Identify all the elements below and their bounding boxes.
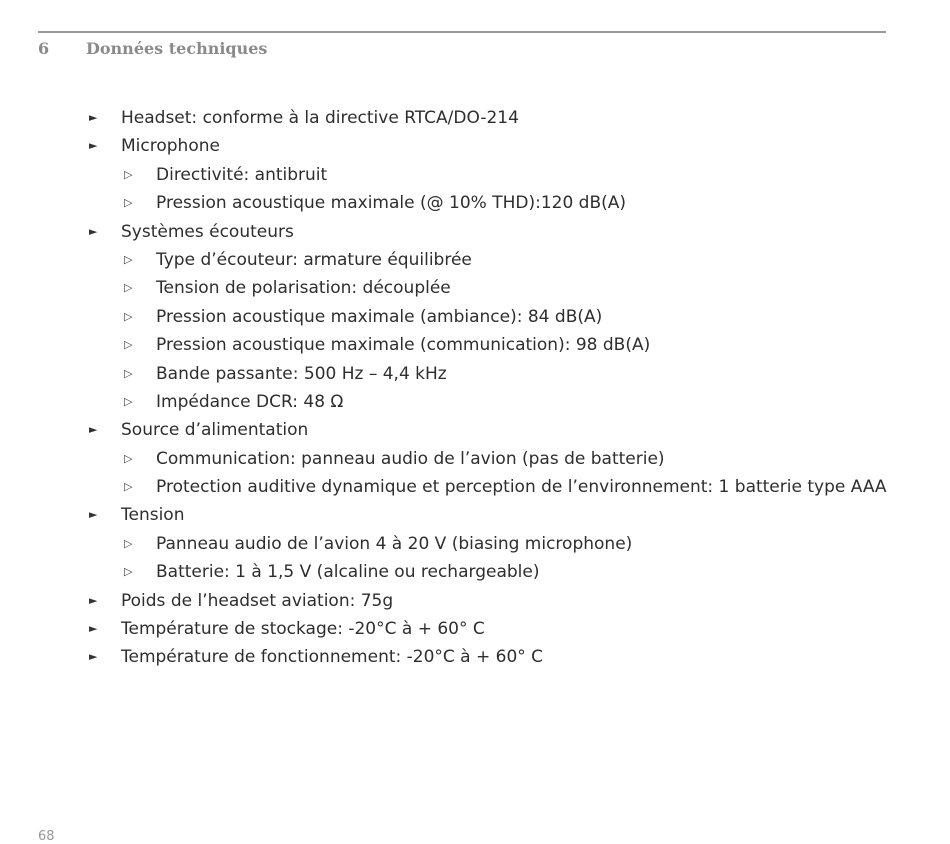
spec-text: Type d’écouteur: armature équilibrée: [156, 249, 472, 270]
spec-text: Directivité: antibruit: [156, 164, 328, 185]
spec-subitem: [88, 558, 887, 586]
spec-text: Poids de l’headset aviation: 75g: [121, 590, 394, 611]
spec-text: Panneau audio de l’avion 4 à 20 V (biasing microphone): [156, 533, 633, 554]
spec-item: [88, 104, 887, 132]
bullet-arrow-icon: ►: [89, 111, 98, 124]
spec-item: [88, 416, 887, 444]
bullet-hollow-arrow-icon: ▷: [124, 480, 133, 494]
spec-item: [88, 501, 887, 529]
spec-text: Communication: panneau audio de l’avion (pas de batterie): [156, 448, 665, 469]
spec-text: Bande passante: 500 Hz – 4,4 kHz: [156, 363, 447, 384]
spec-subitem: [88, 530, 887, 558]
bullet-arrow-icon: ►: [89, 622, 98, 636]
spec-text: Source d’alimentation: [121, 420, 309, 441]
bullet-hollow-arrow-icon: ▷: [124, 394, 133, 408]
spec-text: Impédance DCR: 48 Ω: [156, 391, 344, 412]
spec-text: Tension: [121, 505, 185, 526]
spec-text: Microphone: [121, 136, 220, 157]
spec-subitem: [88, 473, 887, 501]
spec-subitem: [88, 388, 887, 416]
spec-subitem: [88, 274, 887, 302]
bullet-arrow-icon: ►: [89, 224, 98, 238]
spec-text: Protection auditive dynamique et perception de l’environnement: 1 batterie type AAA: [156, 477, 887, 498]
spec-text: Température de stockage: -20°C à + 60° C: [121, 619, 485, 640]
page-number: 68: [38, 829, 55, 844]
bullet-hollow-arrow-icon: ▷: [124, 309, 133, 323]
bullet-hollow-arrow-icon: ▷: [124, 167, 133, 181]
section-title: Données techniques: [86, 39, 268, 58]
spec-subitem: [88, 246, 887, 274]
spec-subitem: [88, 189, 887, 217]
spec-subitem: [88, 303, 887, 331]
spec-text: Systèmes écouteurs: [121, 221, 294, 242]
spec-subitem: [88, 445, 887, 473]
bullet-arrow-icon: ►: [89, 593, 98, 607]
spec-text: Pression acoustique maximale (communication): 98 dB(A): [156, 335, 651, 356]
bullet-hollow-arrow-icon: ▷: [124, 196, 133, 210]
bullet-arrow-icon: ►: [89, 650, 98, 664]
spec-item: [88, 218, 887, 246]
bullet-arrow-icon: ►: [89, 139, 98, 153]
bullet-arrow-icon: ►: [89, 508, 98, 522]
bullet-hollow-arrow-icon: ▷: [124, 565, 133, 579]
spec-subitem: [88, 360, 887, 388]
spec-item: [88, 643, 887, 671]
bullet-hollow-arrow-icon: ▷: [124, 252, 133, 266]
section-number: 6: [38, 39, 50, 58]
spec-subitem: [88, 331, 887, 359]
spec-text: Pression acoustique maximale (@ 10% THD):120 dB(A): [156, 193, 627, 214]
bullet-hollow-arrow-icon: ▷: [124, 366, 133, 380]
spec-text: Tension de polarisation: découplée: [156, 278, 451, 299]
spec-list: [88, 104, 887, 672]
bullet-hollow-arrow-icon: ▷: [124, 536, 133, 550]
bullet-arrow-icon: ►: [89, 423, 98, 437]
header-rule: [38, 31, 886, 33]
spec-item: [88, 587, 887, 615]
bullet-hollow-arrow-icon: ▷: [124, 281, 133, 295]
bullet-hollow-arrow-icon: ▷: [124, 451, 133, 465]
spec-text: Headset: conforme à la directive RTCA/DO-214: [121, 108, 519, 128]
spec-item: [88, 132, 887, 160]
bullet-hollow-arrow-icon: ▷: [124, 338, 133, 352]
spec-text: Pression acoustique maximale (ambiance): 84 dB(A): [156, 306, 603, 327]
section-header: [38, 39, 267, 58]
spec-text: Température de fonctionnement: -20°C à + 60° C: [121, 647, 544, 668]
spec-item: [88, 615, 887, 643]
spec-subitem: [88, 161, 887, 189]
spec-text: Batterie: 1 à 1,5 V (alcaline ou rechargeable): [156, 562, 540, 583]
